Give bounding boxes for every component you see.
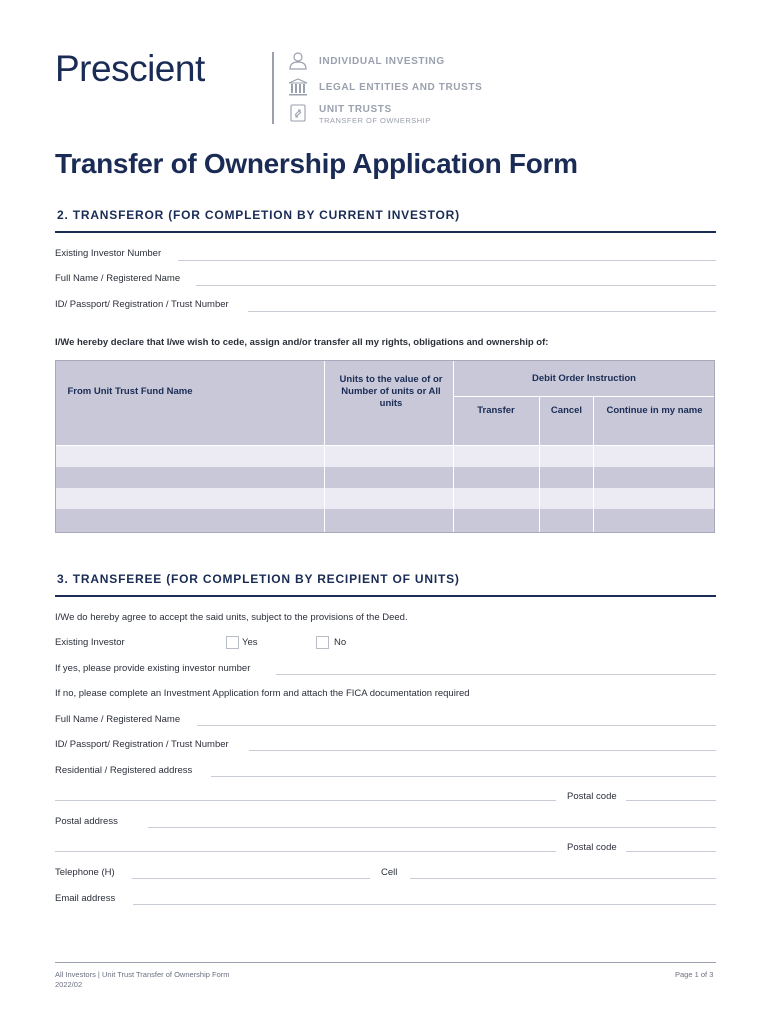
no-label: No: [334, 637, 347, 648]
id-number-label: ID/ Passport/ Registration / Trust Number: [55, 299, 229, 310]
cell-label: Cell: [381, 867, 398, 878]
postal-code-label: Postal code: [567, 791, 617, 802]
col-units: Units to the value of or Number of units or All units: [339, 374, 443, 409]
residential-address-line-2[interactable]: [55, 800, 556, 801]
if-no-text: If no, please complete an Investment Application form and attach the FICA documentation required: [55, 688, 470, 699]
existing-investor-number-input[interactable]: [276, 674, 716, 675]
telephone-field[interactable]: [132, 878, 370, 879]
bank-icon: [288, 78, 308, 96]
declaration-text: I/We hereby declare that I/we wish to cede, assign and/or transfer all my rights, obligations and ownership of:: [55, 337, 549, 348]
transferee-id-label: ID/ Passport/ Registration / Trust Number: [55, 739, 229, 750]
full-name-label: Full Name / Registered Name: [55, 273, 181, 284]
yes-label: Yes: [242, 637, 258, 648]
residential-address-label: Residential / Registered address: [55, 765, 193, 776]
full-name-field[interactable]: [196, 285, 716, 286]
postal-code-label-2: Postal code: [567, 842, 617, 853]
footer-form-name: All Investors | Unit Trust Transfer of Ownership Form: [55, 970, 230, 979]
transferee-full-name-label: Full Name / Registered Name: [55, 714, 181, 725]
nav-unit-trusts: UNIT TRUSTS: [319, 104, 392, 115]
section-3-rule: [55, 595, 716, 597]
transfer-document-icon: [288, 104, 308, 122]
person-icon: [288, 52, 308, 70]
yes-checkbox[interactable]: [226, 636, 239, 649]
section-2-rule: [55, 231, 716, 233]
col-transfer: Transfer: [477, 405, 515, 416]
fund-table: [55, 360, 715, 533]
footer-rule: [55, 962, 716, 963]
postal-address-label: Postal address: [55, 816, 118, 827]
col-fund-name: From Unit Trust Fund Name: [67, 386, 193, 397]
no-checkbox[interactable]: [316, 636, 329, 649]
footer-date: 2022/02: [55, 980, 83, 989]
email-field[interactable]: [133, 904, 716, 905]
nav-legal-entities: LEGAL ENTITIES AND TRUSTS: [319, 82, 483, 93]
transferee-id-field[interactable]: [249, 750, 716, 751]
nav-transfer-of-ownership: TRANSFER OF OWNERSHIP: [319, 116, 431, 125]
residential-address-field[interactable]: [211, 776, 716, 777]
existing-investor-number-field[interactable]: [178, 260, 716, 261]
existing-investor-number-label: Existing Investor Number: [55, 248, 162, 259]
cell-field[interactable]: [410, 878, 716, 879]
postal-address-line-2[interactable]: [55, 851, 556, 852]
section-3-title: 3. TRANSFEREE (FOR COMPLETION BY RECIPIENT OF UNITS): [57, 572, 460, 586]
if-yes-label: If yes, please provide existing investor number: [55, 663, 251, 674]
section-2-title: 2. TRANSFEROR (FOR COMPLETION BY CURRENT INVESTOR): [57, 208, 460, 222]
existing-investor-label: Existing Investor: [55, 637, 125, 648]
nav-individual-investing: INDIVIDUAL INVESTING: [319, 56, 445, 67]
col-debit-order: Debit Order Instruction: [532, 373, 636, 384]
col-continue: Continue in my name: [606, 405, 703, 416]
agree-text: I/We do hereby agree to accept the said units, subject to the provisions of the Deed.: [55, 612, 408, 623]
page-number: Page 1 of 3: [675, 970, 714, 979]
prescient-logo: Prescient: [55, 48, 205, 89]
transferee-full-name-field[interactable]: [197, 725, 716, 726]
telephone-label: Telephone (H): [55, 867, 115, 878]
postal-postal-code-field[interactable]: [626, 851, 716, 852]
id-number-field[interactable]: [248, 311, 716, 312]
residential-postal-code-field[interactable]: [626, 800, 716, 801]
postal-address-field[interactable]: [148, 827, 716, 828]
header-divider: [272, 52, 274, 124]
email-label: Email address: [55, 893, 116, 904]
col-cancel: Cancel: [550, 405, 583, 416]
page-title: Transfer of Ownership Application Form: [55, 148, 578, 179]
